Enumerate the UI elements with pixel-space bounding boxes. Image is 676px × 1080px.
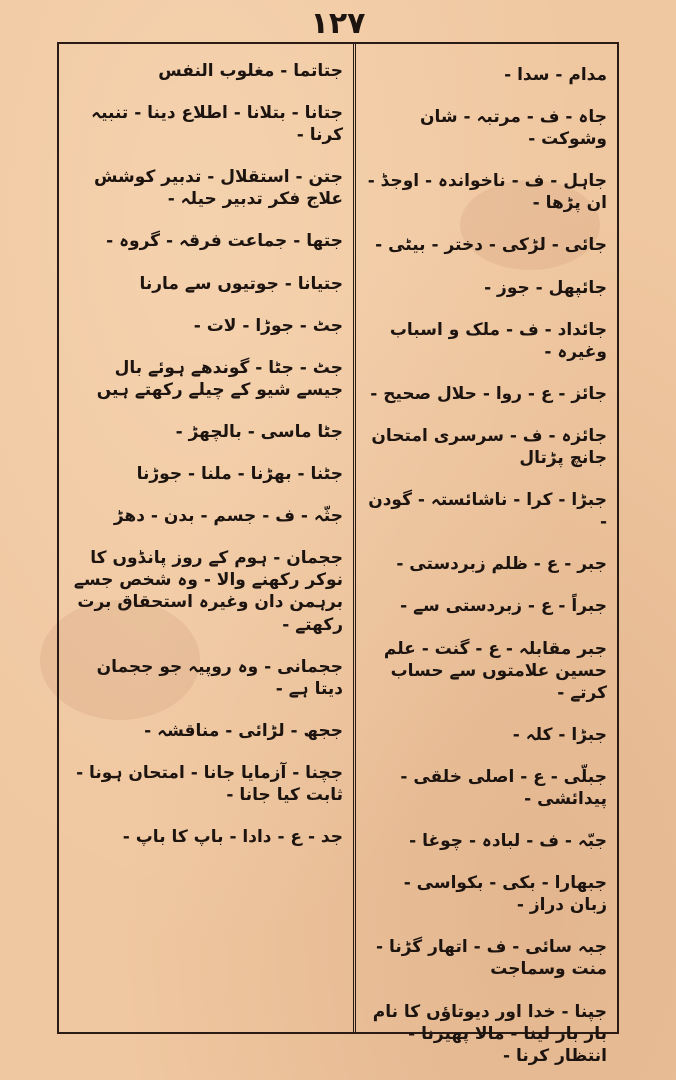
- dictionary-entry: جائزہ - ف - سرسری امتحان جانچ پڑتال: [371, 425, 607, 469]
- dictionary-entry: جبّہ - ف - لبادہ - چوغا -: [409, 831, 607, 852]
- dictionary-entry: جاہل - ف - ناخواندہ - اوجڈ - ان پڑھا -: [367, 171, 607, 214]
- dictionary-entry: ججمان - ہوم کے روز پانڈوں کا نوکر رکھنے والا - وہ شخص جسے برہمن دان وغیرہ استحقاق برت رکھتے -: [73, 548, 343, 635]
- dictionary-entry: جتیانا - جوتیوں سے مارنا: [139, 273, 343, 294]
- left-column: [59, 44, 353, 1032]
- dictionary-entry: جائداد - ف - ملک و اسباب وغیرہ -: [389, 319, 607, 362]
- dictionary-entry: جبڑا - کلہ -: [512, 724, 607, 745]
- dictionary-entry: جبڑا - کرا - ناشائستہ - گودن -: [368, 490, 607, 533]
- dictionary-entry: جتانا - بتلانا - اطلاع دینا - تنبیہ کرنا -: [91, 103, 343, 146]
- dictionary-entry: جثّہ - ف - جسم - بدن - دھڑ: [113, 506, 343, 527]
- dictionary-entry: جچنا - آزمایا جانا - امتحان ہونا - ثابت کیا جانا -: [76, 762, 343, 805]
- dictionary-entry: جٹنا - بھڑنا - ملنا - جوڑنا: [136, 464, 343, 485]
- dictionary-entry: جائی - لڑکی - دختر - بیٹی -: [375, 235, 607, 256]
- dictionary-entry: جتاتما - مغلوب النفس: [158, 61, 343, 81]
- dictionary-entry: جٹ - جٹا - گوندھے ہوئے بال جیسے شیو کے چیلے رکھتے ہیں: [96, 357, 343, 400]
- dictionary-entry: جد - ع - دادا - باپ کا باپ -: [122, 827, 343, 848]
- page-number: ۱۲۷: [310, 6, 366, 41]
- dictionary-entry: ججمانی - وہ روپیہ جو ججمان دیتا ہے -: [96, 656, 343, 699]
- dictionary-entry: جٹا ماسی - بالچھڑ -: [175, 421, 343, 442]
- dictionary-entry: جاہ - ف - مرتبہ - شان وشوکت -: [419, 107, 607, 150]
- dictionary-entry: جپنا - خدا اور دیوتاؤں کا نام بار بار لینا - مالا پھیرنا - انتظار کرنا -: [372, 1001, 607, 1066]
- dictionary-frame: [57, 42, 619, 1066]
- right-column: [355, 44, 617, 1066]
- column-divider: [353, 44, 356, 1032]
- dictionary-entry: جبھارا - بکی - بکواسی - زبان دراز -: [403, 873, 607, 916]
- dictionary-entry: ججھ - لڑائی - مناقشہ -: [144, 720, 343, 741]
- dictionary-entry: جبر مقابلہ - ع - گنت - علم حسین علامتوں سے حساب کرتے -: [383, 638, 607, 703]
- dictionary-entry: جتن - استقلال - تدبیر کوشش علاج فکر تدبیر حیلہ -: [94, 167, 343, 210]
- dictionary-entry: جبر - ع - ظلم زبردستی -: [396, 554, 607, 575]
- dictionary-entry: جبراً - ع - زبردستی سے -: [400, 596, 607, 617]
- dictionary-entry: جبلّی - ع - اصلی خلقی - پیدائشی -: [400, 766, 607, 809]
- dictionary-entry: مدام - سدا -: [504, 65, 607, 85]
- dictionary-entry: جبہ سائی - ف - اتھار گڑنا - منت وسماجت: [375, 937, 607, 980]
- dictionary-entry: جائپھل - جوز -: [484, 277, 607, 298]
- dictionary-entry: جائز - ع - روا - حلال صحیح -: [370, 383, 607, 404]
- dictionary-entry: جٹ - جوڑا - لات -: [193, 315, 343, 336]
- dictionary-entry: جتھا - جماعت فرقہ - گروہ -: [106, 231, 343, 252]
